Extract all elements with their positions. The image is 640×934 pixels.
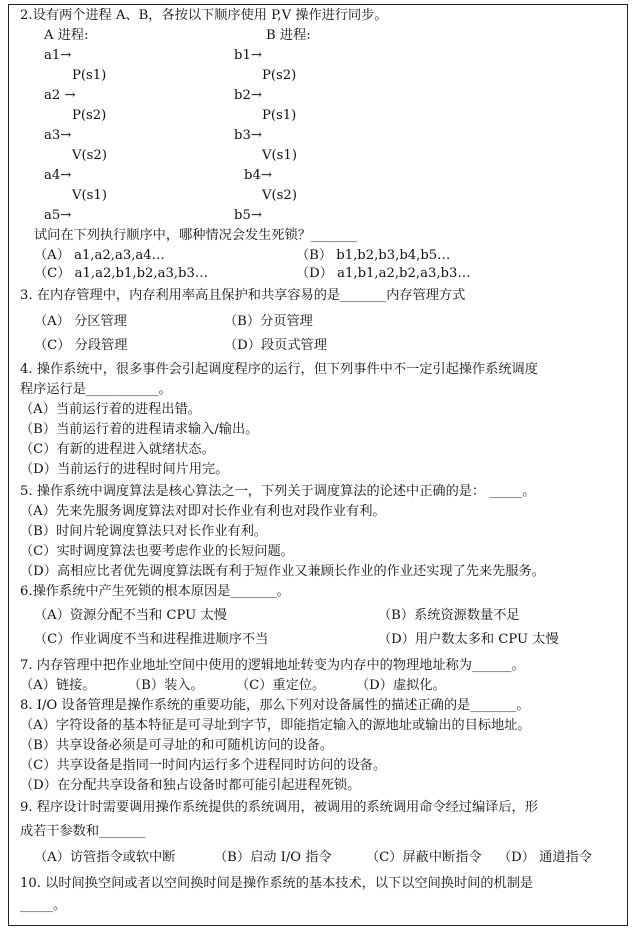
q7-option-a: （A）链接。 (20, 678, 96, 693)
q2-a-step: a4→ (44, 168, 72, 183)
q8-option-d: （D）在分配共享设备和独占设备时都可能引起进程死锁。 (20, 778, 361, 793)
q2-question: 试问在下列执行顺序中，哪种情况会发生死锁？_______ (34, 228, 358, 243)
q10-stem-line-2: _____。 (20, 898, 67, 913)
q4-stem-line-1: 4. 操作系统中，很多事件会引起调度程序的运行，但下列事件中不一定引起操作系统调度 (20, 362, 538, 377)
q2-b-step: b3→ (234, 128, 262, 143)
q4-option-a: （A）当前运行着的进程出错。 (20, 402, 201, 417)
q6-option-b: （B）系统资源数量不足 (378, 608, 520, 623)
q2-b-step: b2→ (234, 88, 262, 103)
q2-a-step: P(s1) (72, 68, 107, 83)
q2-process-b-title: B 进程: (266, 28, 311, 43)
q4-option-c: （C）有新的进程进入就绪状态。 (20, 442, 215, 457)
q2-a-step: a5→ (44, 208, 72, 223)
q8-option-b: （B）共享设备必须是可寻址的和可随机访问的设备。 (20, 738, 334, 753)
q10-stem-line-1: 10. 以时间换空间或者以空间换时间是操作系统的基本技术，以下以空间换时间的机制是 (20, 876, 534, 891)
q5-option-d: （D）高相应比者优先调度算法既有利于短作业又兼顾长作业的作业还实现了先来先服务。 (20, 564, 545, 579)
q6-option-d: （D）用户数太多和 CPU 太慢 (378, 632, 559, 647)
q2-a-step: P(s2) (72, 108, 107, 123)
q9-option-c: （C）屏蔽中断指令 (366, 850, 482, 865)
q2-b-step: P(s2) (262, 68, 297, 83)
q8-stem: 8. I/O 设备管理是操作系统的重要功能，那么下列对设备属性的描述正确的是_______。 (20, 698, 530, 713)
q8-option-a: （A）字符设备的基本特征是可寻址到字节，即能指定输入的源地址或输出的目标地址。 (20, 718, 531, 733)
q9-option-b: （B）启动 I/O 指令 (214, 850, 332, 865)
q9-stem-line-2: 成若干参数和_______ (20, 824, 146, 839)
q3-stem: 3. 在内存管理中，内存利用率高且保护和共享容易的是_______内存管理方式 (20, 288, 466, 303)
q2-option-d: （D） a1,b1,a2,b2,a3,b3… (296, 266, 471, 281)
q5-option-b: （B）时间片轮调度算法只对长作业有利。 (20, 524, 268, 539)
q2-b-step: V(s2) (262, 188, 297, 203)
q8-option-c: （C）共享设备是指同一时间内运行多个进程同时访问的设备。 (20, 758, 387, 773)
q2-a-step: a2 → (44, 88, 76, 103)
q4-stem-line-2: 程序运行是___________。 (20, 382, 172, 397)
q2-b-step: b5→ (234, 208, 262, 223)
q7-stem: 7. 内存管理中把作业地址空间中使用的逻辑地址转变为内存中的物理地址称为______。 (20, 658, 525, 673)
q7-option-c: （C）重定位。 (236, 678, 326, 693)
q2-a-step: V(s1) (72, 188, 107, 203)
q3-option-c: （C） 分段管理 (34, 338, 128, 353)
q3-option-d: （D）段页式管理 (224, 338, 327, 353)
q7-option-b: （B）装入。 (128, 678, 204, 693)
q4-option-d: （D）当前运行的进程时间片用完。 (20, 462, 229, 477)
q6-stem: 6.操作系统中产生死锁的根本原因是_______。 (20, 584, 290, 599)
q2-option-b: （B） b1,b2,b3,b4,b5… (296, 248, 451, 263)
q2-option-a: （A） a1,a2,a3,a4… (34, 248, 165, 263)
q6-option-a: （A）资源分配不当和 CPU 太慢 (34, 608, 227, 623)
q9-option-a: （A）访管指令或软中断 (34, 850, 176, 865)
q2-b-step: b4→ (244, 168, 272, 183)
q2-option-c: （C） a1,a2,b1,b2,a3,b3… (34, 266, 209, 281)
q5-option-c: （C）实时调度算法也要考虑作业的长短问题。 (20, 544, 294, 559)
q2-a-step: V(s2) (72, 148, 107, 163)
q6-option-c: （C）作业调度不当和进程推进顺序不当 (34, 632, 269, 647)
q2-process-a-title: A 进程: (44, 28, 89, 43)
q2-b-step: b1→ (234, 48, 262, 63)
q4-option-b: （B）当前运行着的进程请求输入/输出。 (20, 422, 259, 437)
q7-option-d: （D）虚拟化。 (356, 678, 446, 693)
q3-option-a: （A） 分区管理 (34, 314, 127, 329)
q2-b-step: V(s1) (262, 148, 297, 163)
q2-a-step: a3→ (44, 128, 72, 143)
q5-stem: 5. 操作系统中调度算法是核心算法之一，下列关于调度算法的论述中正确的是： _____。 (20, 484, 536, 499)
q3-option-b: （B）分页管理 (224, 314, 313, 329)
q9-stem-line-1: 9. 程序设计时需要调用操作系统提供的系统调用，被调用的系统调用命令经过编译后，形 (20, 800, 538, 815)
q5-option-a: （A）先来先服务调度算法对即对长作业有利也对段作业有利。 (20, 504, 386, 519)
q9-option-d: （D） 通道指令 (498, 850, 592, 865)
q2-stem: 2.设有两个进程 A、B，各按以下顺序使用 P,V 操作进行同步。 (20, 8, 388, 23)
q2-b-step: P(s1) (262, 108, 297, 123)
q2-a-step: a1→ (44, 48, 72, 63)
